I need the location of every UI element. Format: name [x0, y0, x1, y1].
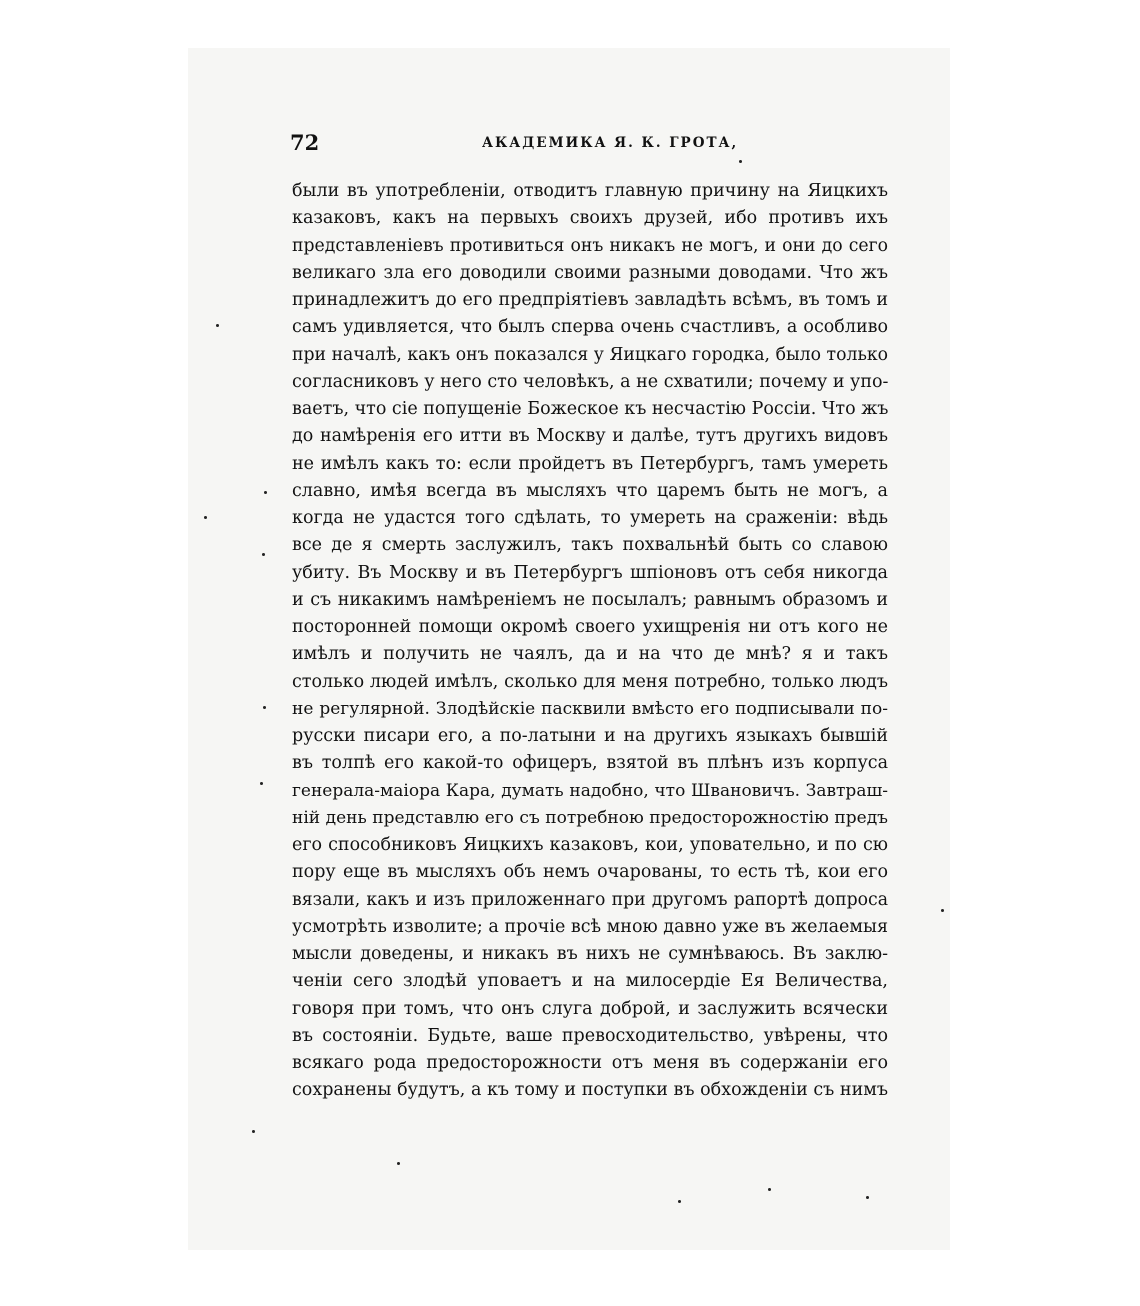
scan-speck: [204, 516, 207, 519]
text-line: и съ никакимъ намѣреніемъ не посылалъ; равнымъ образомъ и: [292, 589, 888, 610]
text-line: сохранены будутъ, а къ тому и поступки въ обхожденіи съ нимъ: [292, 1080, 888, 1101]
text-line: столько людей имѣлъ, сколько для меня потребно, только людъ: [292, 671, 888, 692]
text-line: не имѣлъ какъ то: если пройдетъ въ Петербургъ, тамъ умереть: [292, 453, 888, 474]
text-line: усмотрѣть изволите; а прочіе всѣ мною давно уже въ желаемыя: [292, 916, 888, 937]
text-line: вязали, какъ и изъ приложеннаго при другомъ рапортѣ допроса: [292, 889, 888, 910]
scan-speck: [260, 782, 263, 785]
text-line: убиту. Въ Москву и въ Петербургъ шпіоновъ отъ себя никогда: [292, 562, 888, 583]
page-number: 72: [290, 130, 320, 155]
scan-speck: [216, 324, 219, 327]
scan-speck: [263, 706, 266, 709]
scan-speck: [397, 1162, 400, 1165]
text-line: ченіи сего злодѣй уповаетъ и на милосердіе Ея Величества,: [292, 971, 888, 992]
scan-speck: [252, 1130, 255, 1133]
text-line: великаго зла его доводили своими разными доводами. Что жъ: [292, 262, 888, 283]
scan-speck: [768, 1188, 771, 1191]
text-line: ній день представлю его съ потребною предосторожностію предъ: [292, 807, 888, 828]
text-line: согласниковъ у него сто человѣкъ, а не схватили; почему и упо-: [292, 371, 889, 392]
scan-speck: [264, 491, 267, 494]
text-line: мысли доведены, и никакъ въ нихъ не сумнѣваюсь. Въ заклю-: [292, 944, 888, 964]
scan-speck: [866, 1196, 869, 1199]
text-line: славно, имѣя всегда въ мысляхъ что царемъ быть не могъ, а: [292, 480, 888, 501]
text-line: казаковъ, какъ на первыхъ своихъ друзей, ибо противъ ихъ: [292, 208, 888, 229]
text-line: его способниковъ Яицкихъ казаковъ, кои, уповательно, и по сю: [292, 835, 888, 855]
text-line: не регулярной. Злодѣйскіе пасквили вмѣсто его подписывали по-: [292, 698, 888, 719]
text-line: говоря при томъ, что онъ слуга доброй, и заслужить всячески: [292, 998, 888, 1019]
text-line: въ состояніи. Будьте, ваше превосходительство, увѣрены, что: [292, 1025, 888, 1046]
scan-speck: [678, 1200, 681, 1203]
text-line: всякаго рода предосторожности отъ меня въ содержаніи его: [292, 1053, 888, 1073]
text-line: генерала-маіора Кара, думать надобно, что Швановичъ. Завтраш-: [292, 780, 888, 801]
text-line: русски писари его, а по-латыни и на другихъ языкахъ бывшій: [292, 726, 888, 746]
scan-speck: [941, 909, 944, 912]
text-line: принадлежитъ до его предпріятіевъ завладѣть всѣмъ, въ томъ и: [292, 290, 888, 310]
text-line: имѣлъ и получить не чаялъ, да и на что де мнѣ? я и такъ: [292, 644, 888, 665]
text-line: ваетъ, что сіе попущеніе Божеское къ несчастію Россіи. Что жъ: [292, 399, 889, 419]
text-line: пору еще въ мысляхъ объ немъ очарованы, то есть тѣ, кои его: [292, 862, 888, 883]
text-line: посторонней помощи окромѣ своего ухищренія ни отъ кого не: [292, 617, 888, 637]
body-text: [292, 178, 888, 1105]
text-line: въ толпѣ его какой-то офицеръ, взятой въ плѣнъ изъ корпуса: [292, 753, 888, 774]
text-line: представленіевъ противиться онъ никакъ не могъ, и они до сего: [292, 235, 888, 256]
text-line: при началѣ, какъ онъ показался у Яицкаго городка, было только: [292, 344, 888, 365]
running-title: АКАДЕМИКА Я. К. ГРОТА,: [482, 135, 739, 151]
text-line: были въ употребленіи, отводитъ главную причину на Яицкихъ: [292, 181, 888, 201]
text-line: все де я смерть заслужилъ, такъ похвальнѣй быть со славою: [292, 535, 888, 556]
text-line: самъ удивляется, что былъ сперва очень счастливъ, а особливо: [292, 317, 888, 338]
scan-speck: [262, 553, 265, 556]
scan-speck: [739, 160, 742, 163]
running-head: [290, 130, 886, 162]
text-line: до намѣренія его итти въ Москву и далѣе, тутъ другихъ видовъ: [292, 426, 888, 447]
text-line: когда не удастся того сдѣлать, то умереть на сраженіи: вѣдь: [292, 508, 888, 528]
